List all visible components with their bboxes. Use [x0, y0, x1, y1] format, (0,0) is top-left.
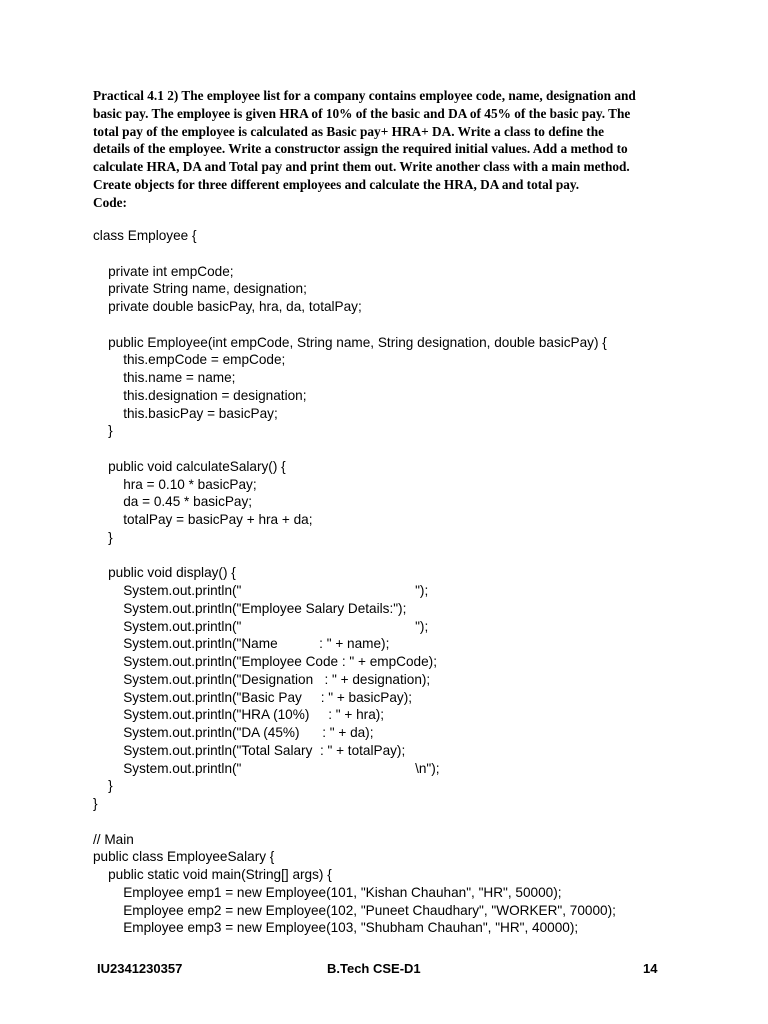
code-line [93, 440, 713, 458]
code-line [93, 813, 713, 831]
code-line: System.out.println("Basic Pay : " + basicPay); [93, 689, 413, 705]
code-line: System.out.println(" \n"); [93, 760, 440, 776]
code-line: private int empCode; [93, 263, 234, 279]
code-line: } [93, 423, 113, 439]
code-line: public class EmployeeSalary { [93, 849, 275, 865]
code-block [93, 227, 713, 937]
footer-student-id: IU2341230357 [97, 961, 183, 976]
question-line: Code: [93, 194, 127, 210]
code-line: public Employee(int empCode, String name, String designation, double basicPay) { [93, 334, 607, 350]
code-line: } [93, 778, 113, 794]
code-line: System.out.println(" "); [93, 618, 429, 634]
code-line [93, 547, 713, 565]
page-footer [0, 961, 768, 981]
code-line: System.out.println("HRA (10%) : " + hra); [93, 707, 385, 723]
code-line: class Employee { [93, 228, 197, 243]
code-line: hra = 0.10 * basicPay; [93, 476, 257, 492]
code-line: Employee emp2 = new Employee(102, "Puneet Chaudhary", "WORKER", 70000); [93, 902, 616, 918]
code-line: public static void main(String[] args) { [93, 867, 332, 882]
code-line: Employee emp3 = new Employee(103, "Shubham Chauhan", "HR", 40000); [93, 920, 579, 936]
code-line: this.empCode = empCode; [93, 352, 286, 368]
code-line: private double basicPay, hra, da, totalPay; [93, 299, 362, 314]
code-line: totalPay = basicPay + hra + da; [93, 512, 313, 527]
code-line: this.name = name; [93, 370, 236, 385]
code-line [93, 316, 713, 334]
question-line: calculate HRA, DA and Total pay and print them out. Write another class with a main method. [93, 159, 630, 175]
question-line: details of the employee. Write a constructor assign the required initial values. Add a method to [93, 141, 628, 157]
question-line: Practical 4.1 2) The employee list for a company contains employee code, name, designation and [93, 88, 636, 103]
code-line: public void display() { [93, 565, 236, 581]
code-line: System.out.println("Designation : " + designation); [93, 671, 431, 687]
code-line: } [93, 529, 113, 545]
question-line: total pay of the employee is calculated as Basic pay+ HRA+ DA. Write a class to define the [93, 123, 605, 139]
code-line: System.out.println("Name : " + name); [93, 636, 390, 652]
code-line: System.out.println("DA (45%) : " + da); [93, 725, 374, 740]
footer-page-number: 14 [643, 961, 658, 976]
question-line: basic pay. The employee is given HRA of 10% of the basic and DA of 45% of the basic pay. The [93, 105, 631, 121]
code-line: da = 0.45 * basicPay; [93, 494, 253, 510]
code-line: System.out.println("Employee Salary Details:"); [93, 600, 407, 616]
question-text [93, 87, 683, 212]
code-line: System.out.println("Employee Code : " + empCode); [93, 654, 437, 669]
footer-course: B.Tech CSE-D1 [327, 961, 421, 976]
code-line: this.designation = designation; [93, 387, 307, 403]
question-line: Create objects for three different employees and calculate the HRA, DA and total pay. [93, 176, 580, 192]
code-line: System.out.println("Total Salary : " + totalPay); [93, 742, 406, 758]
code-line: private String name, designation; [93, 281, 307, 297]
code-line [93, 245, 713, 263]
code-line: // Main [93, 831, 134, 847]
code-line: public void calculateSalary() { [93, 458, 286, 474]
code-line: this.basicPay = basicPay; [93, 405, 278, 421]
code-line: System.out.println(" "); [93, 583, 429, 598]
code-line: } [93, 796, 98, 811]
code-line: Employee emp1 = new Employee(101, "Kishan Chauhan", "HR", 50000); [93, 884, 562, 900]
